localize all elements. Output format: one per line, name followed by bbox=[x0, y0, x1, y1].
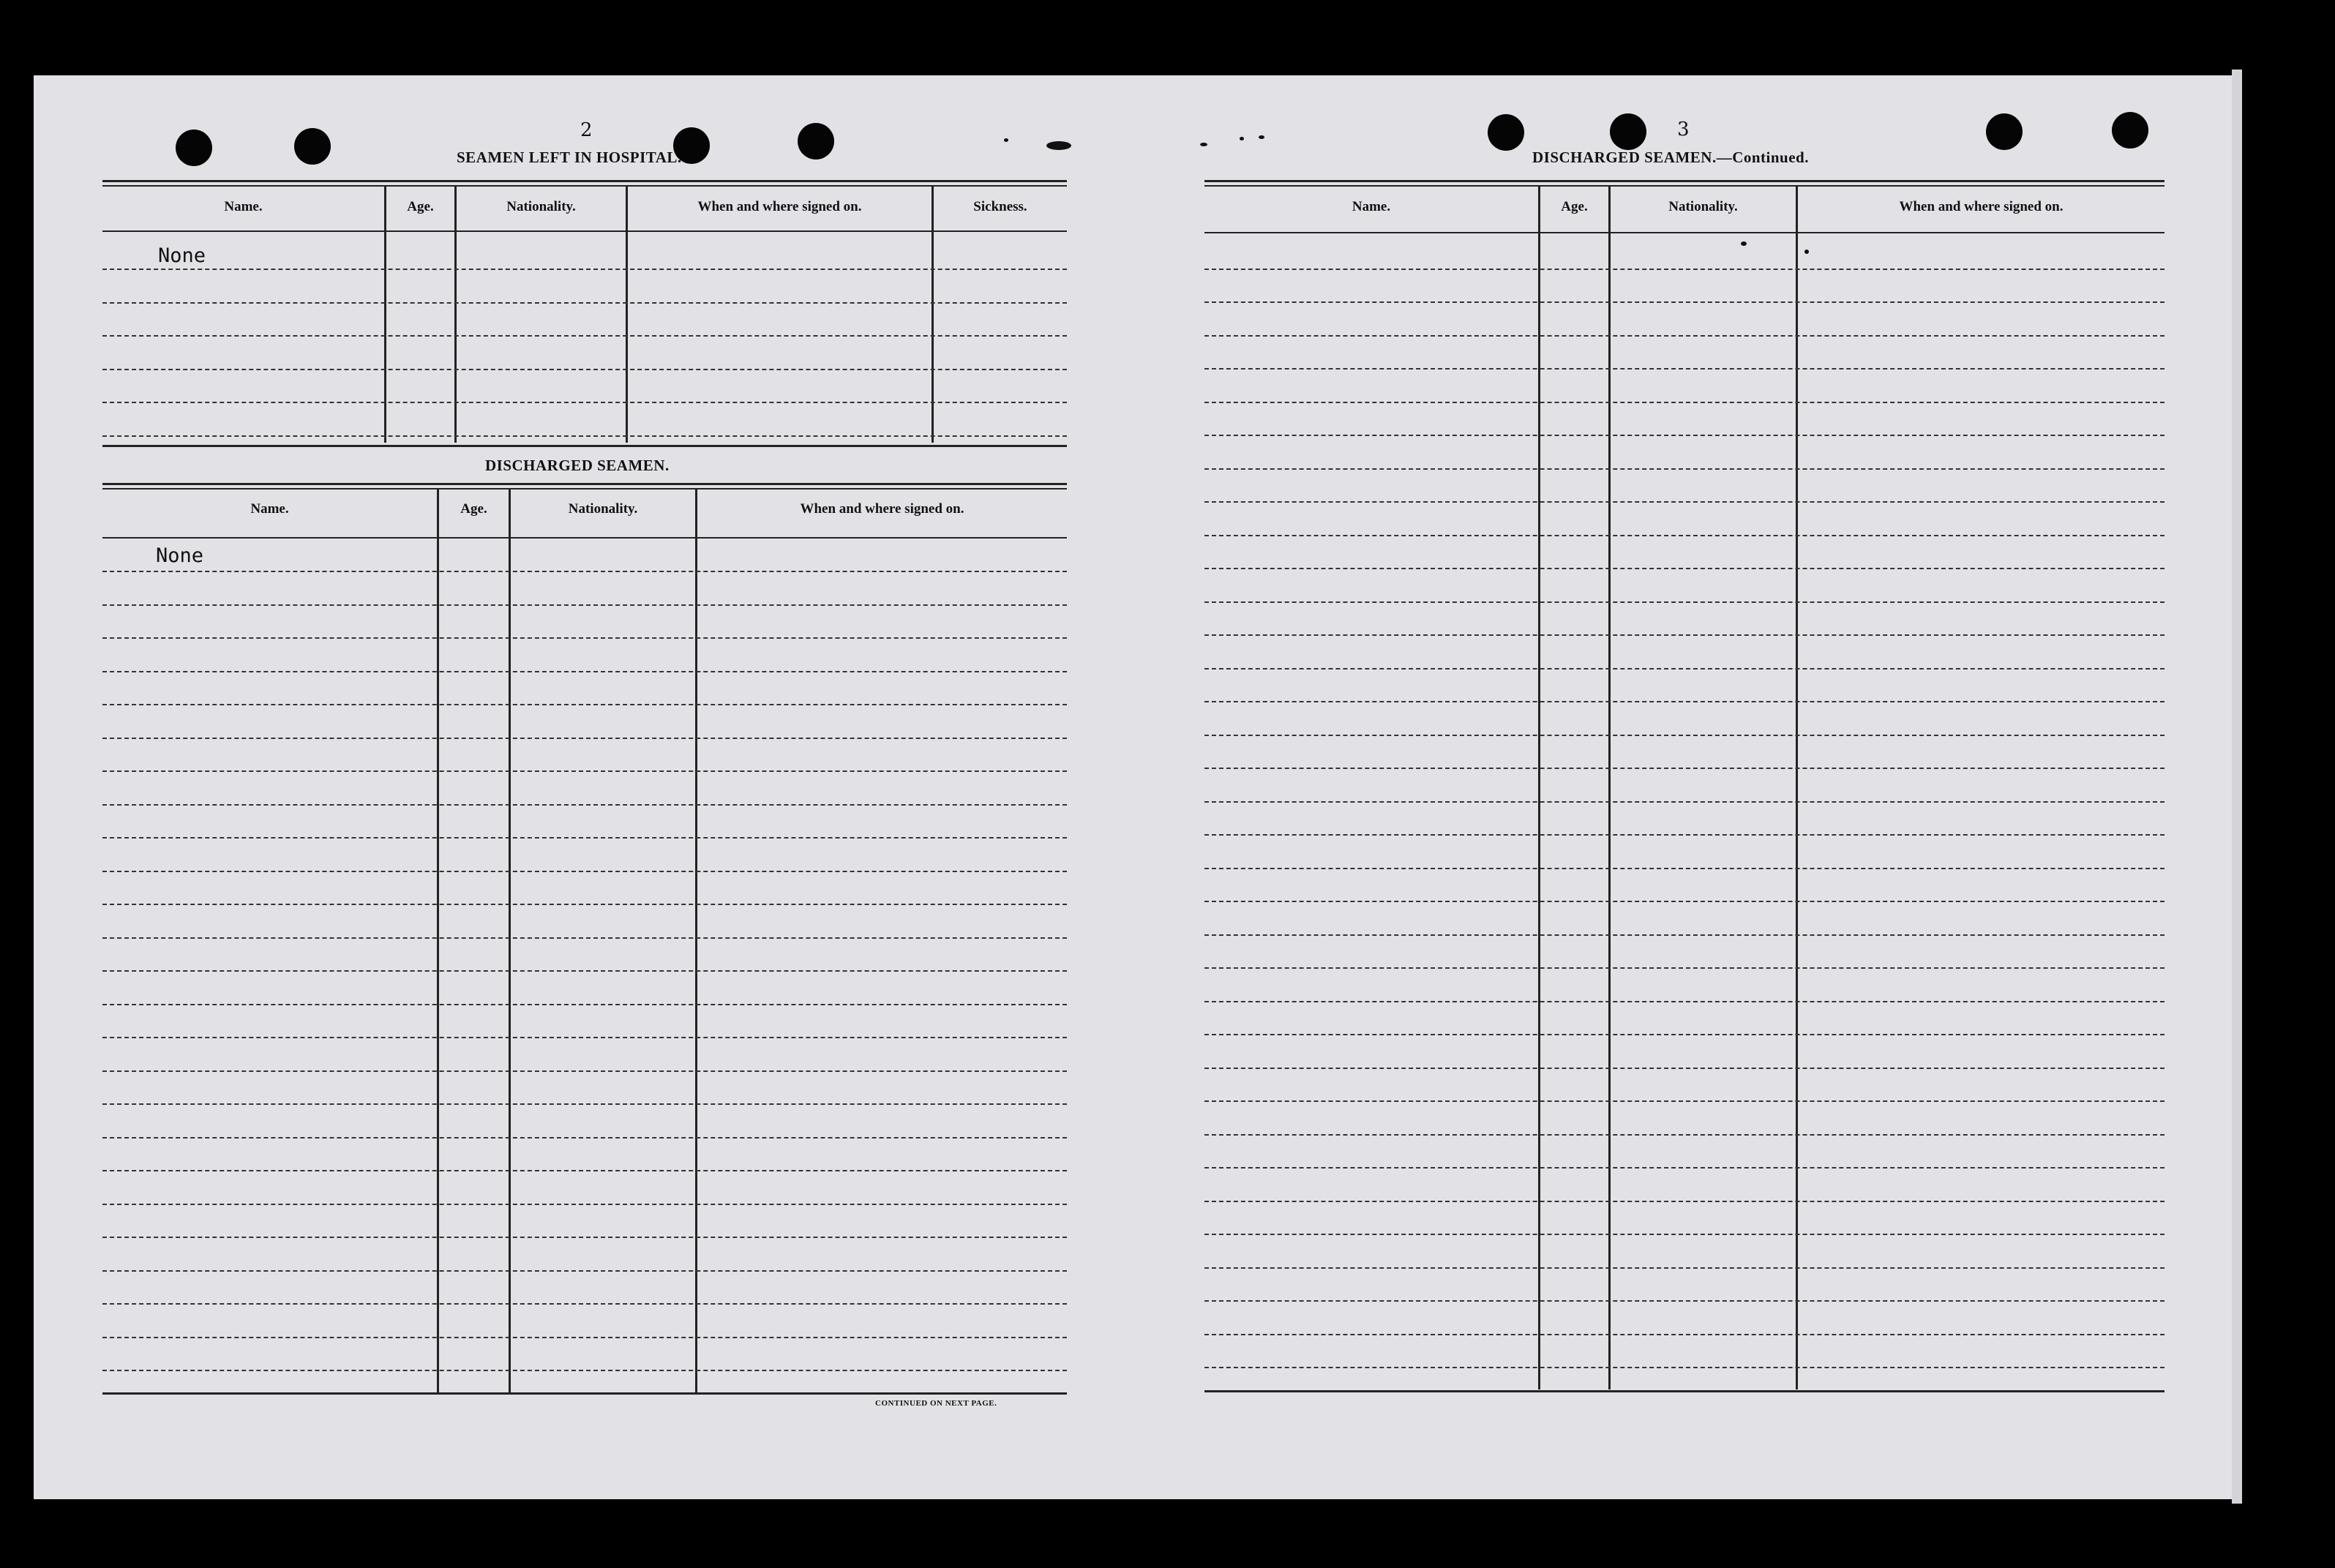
discharged-section-title: DISCHARGED SEAMEN. bbox=[485, 457, 670, 474]
entry-line bbox=[1204, 1367, 2165, 1368]
rule bbox=[102, 1392, 1067, 1395]
entry-line bbox=[1204, 301, 2165, 303]
punch-hole bbox=[1488, 114, 1524, 151]
entry-line bbox=[102, 770, 1067, 772]
discharged-continued-table bbox=[1204, 180, 2165, 1395]
entry-line bbox=[102, 1137, 1067, 1139]
column-divider bbox=[437, 489, 439, 1392]
column-divider bbox=[695, 489, 697, 1392]
entry-line bbox=[102, 1004, 1067, 1005]
rule bbox=[102, 488, 1067, 489]
rule bbox=[102, 445, 1067, 447]
entry-line bbox=[1204, 535, 2165, 536]
column-divider bbox=[932, 187, 934, 443]
column-header-name: Name. bbox=[224, 199, 263, 214]
entry-line bbox=[1204, 801, 2165, 803]
column-header-nationality: Nationality. bbox=[1668, 199, 1738, 214]
rule bbox=[102, 180, 1067, 182]
rule bbox=[1204, 180, 2165, 182]
ink-speck bbox=[1259, 135, 1264, 139]
entry-line bbox=[1204, 901, 2165, 902]
punch-hole bbox=[294, 128, 331, 165]
sheet-edge bbox=[2232, 70, 2242, 1504]
entry-line bbox=[102, 1337, 1067, 1338]
column-divider bbox=[1538, 187, 1540, 1389]
entry-line bbox=[102, 937, 1067, 939]
continued-note: CONTINUED ON NEXT PAGE. bbox=[875, 1399, 997, 1408]
discharged-continued-title: DISCHARGED SEAMEN.—Continued. bbox=[1532, 149, 1809, 166]
entry-name: None bbox=[156, 544, 204, 567]
entry-line bbox=[102, 970, 1067, 972]
column-divider bbox=[1608, 187, 1611, 1389]
punch-hole bbox=[1610, 113, 1646, 150]
punch-hole bbox=[176, 130, 212, 166]
column-header-signed-on: When and where signed on. bbox=[1899, 199, 2064, 214]
entry-line bbox=[1204, 768, 2165, 769]
rule bbox=[1204, 232, 2165, 233]
entry-line bbox=[1204, 1167, 2165, 1169]
entry-line bbox=[1204, 601, 2165, 603]
column-divider bbox=[626, 187, 628, 443]
entry-line bbox=[1204, 402, 2165, 403]
entry-line bbox=[1204, 1267, 2165, 1269]
rule bbox=[1204, 1390, 2165, 1392]
entry-line bbox=[1204, 1201, 2165, 1202]
column-header-sickness: Sickness. bbox=[973, 199, 1027, 214]
entry-line bbox=[102, 1270, 1067, 1272]
entry-line bbox=[102, 435, 1067, 437]
page-number: 2 bbox=[580, 119, 593, 141]
entry-line bbox=[102, 269, 1067, 270]
entry-line bbox=[102, 1303, 1067, 1305]
entry-name: None bbox=[158, 244, 206, 267]
punch-hole bbox=[2112, 112, 2148, 149]
punch-hole bbox=[1986, 113, 2023, 150]
column-divider bbox=[1796, 187, 1798, 1389]
entry-line bbox=[1204, 834, 2165, 836]
entry-line bbox=[102, 904, 1067, 905]
column-header-name: Name. bbox=[250, 501, 289, 517]
column-header-age: Age. bbox=[407, 199, 434, 214]
entry-line bbox=[102, 1103, 1067, 1105]
rule bbox=[102, 185, 1067, 187]
entry-line bbox=[1204, 501, 2165, 503]
ink-speck bbox=[1240, 137, 1244, 140]
entry-line bbox=[1204, 468, 2165, 470]
entry-line bbox=[1204, 1001, 2165, 1002]
column-header-nationality: Nationality. bbox=[506, 199, 576, 214]
ink-speck bbox=[1200, 143, 1207, 146]
entry-line bbox=[102, 402, 1067, 403]
entry-line bbox=[1204, 735, 2165, 736]
entry-line bbox=[102, 637, 1067, 639]
column-header-signed-on: When and where signed on. bbox=[800, 501, 964, 517]
entry-line bbox=[1204, 1100, 2165, 1102]
entry-line bbox=[102, 1170, 1067, 1171]
entry-line bbox=[102, 1370, 1067, 1371]
column-divider bbox=[454, 187, 457, 443]
rule bbox=[102, 537, 1067, 539]
ink-speck bbox=[1046, 141, 1071, 150]
entry-line bbox=[1204, 1300, 2165, 1302]
entry-line bbox=[1204, 668, 2165, 669]
entry-line bbox=[102, 804, 1067, 806]
entry-line bbox=[102, 738, 1067, 739]
entry-line bbox=[102, 671, 1067, 672]
ink-speck bbox=[1004, 138, 1008, 142]
entry-line bbox=[1204, 934, 2165, 936]
entry-line bbox=[1204, 1068, 2165, 1069]
column-divider bbox=[384, 187, 386, 443]
entry-line bbox=[1204, 269, 2165, 270]
entry-line bbox=[1204, 868, 2165, 869]
entry-line bbox=[102, 604, 1067, 606]
entry-line bbox=[1204, 1134, 2165, 1136]
entry-line bbox=[1204, 701, 2165, 702]
column-header-nationality: Nationality. bbox=[568, 501, 638, 517]
column-header-age: Age. bbox=[1561, 199, 1588, 214]
entry-line bbox=[102, 302, 1067, 304]
entry-line bbox=[1204, 335, 2165, 337]
entry-line bbox=[1204, 967, 2165, 969]
entry-line bbox=[102, 1070, 1067, 1072]
entry-line bbox=[102, 1204, 1067, 1205]
rule bbox=[102, 483, 1067, 485]
entry-line bbox=[1204, 634, 2165, 636]
entry-line bbox=[1204, 435, 2165, 436]
column-header-signed-on: When and where signed on. bbox=[697, 199, 862, 214]
punch-hole bbox=[798, 123, 834, 160]
hospital-table bbox=[102, 180, 1067, 451]
entry-line bbox=[102, 871, 1067, 872]
column-divider bbox=[509, 489, 511, 1392]
entry-line bbox=[102, 837, 1067, 839]
hospital-section-title: SEAMEN LEFT IN HOSPITAL. bbox=[457, 149, 682, 166]
column-header-name: Name. bbox=[1352, 199, 1391, 214]
entry-line bbox=[1204, 1234, 2165, 1235]
rule bbox=[1204, 185, 2165, 187]
entry-line bbox=[102, 335, 1067, 337]
entry-line bbox=[102, 571, 1067, 572]
column-header-age: Age. bbox=[460, 501, 487, 517]
entry-line bbox=[1204, 368, 2165, 370]
entry-line bbox=[102, 704, 1067, 705]
entry-line bbox=[1204, 568, 2165, 569]
rule bbox=[102, 230, 1067, 232]
discharged-table bbox=[102, 483, 1067, 1398]
page-number: 3 bbox=[1677, 119, 1690, 140]
entry-line bbox=[102, 369, 1067, 370]
entry-line bbox=[102, 1037, 1067, 1038]
entry-line bbox=[1204, 1034, 2165, 1035]
entry-line bbox=[102, 1237, 1067, 1238]
entry-line bbox=[1204, 1334, 2165, 1335]
